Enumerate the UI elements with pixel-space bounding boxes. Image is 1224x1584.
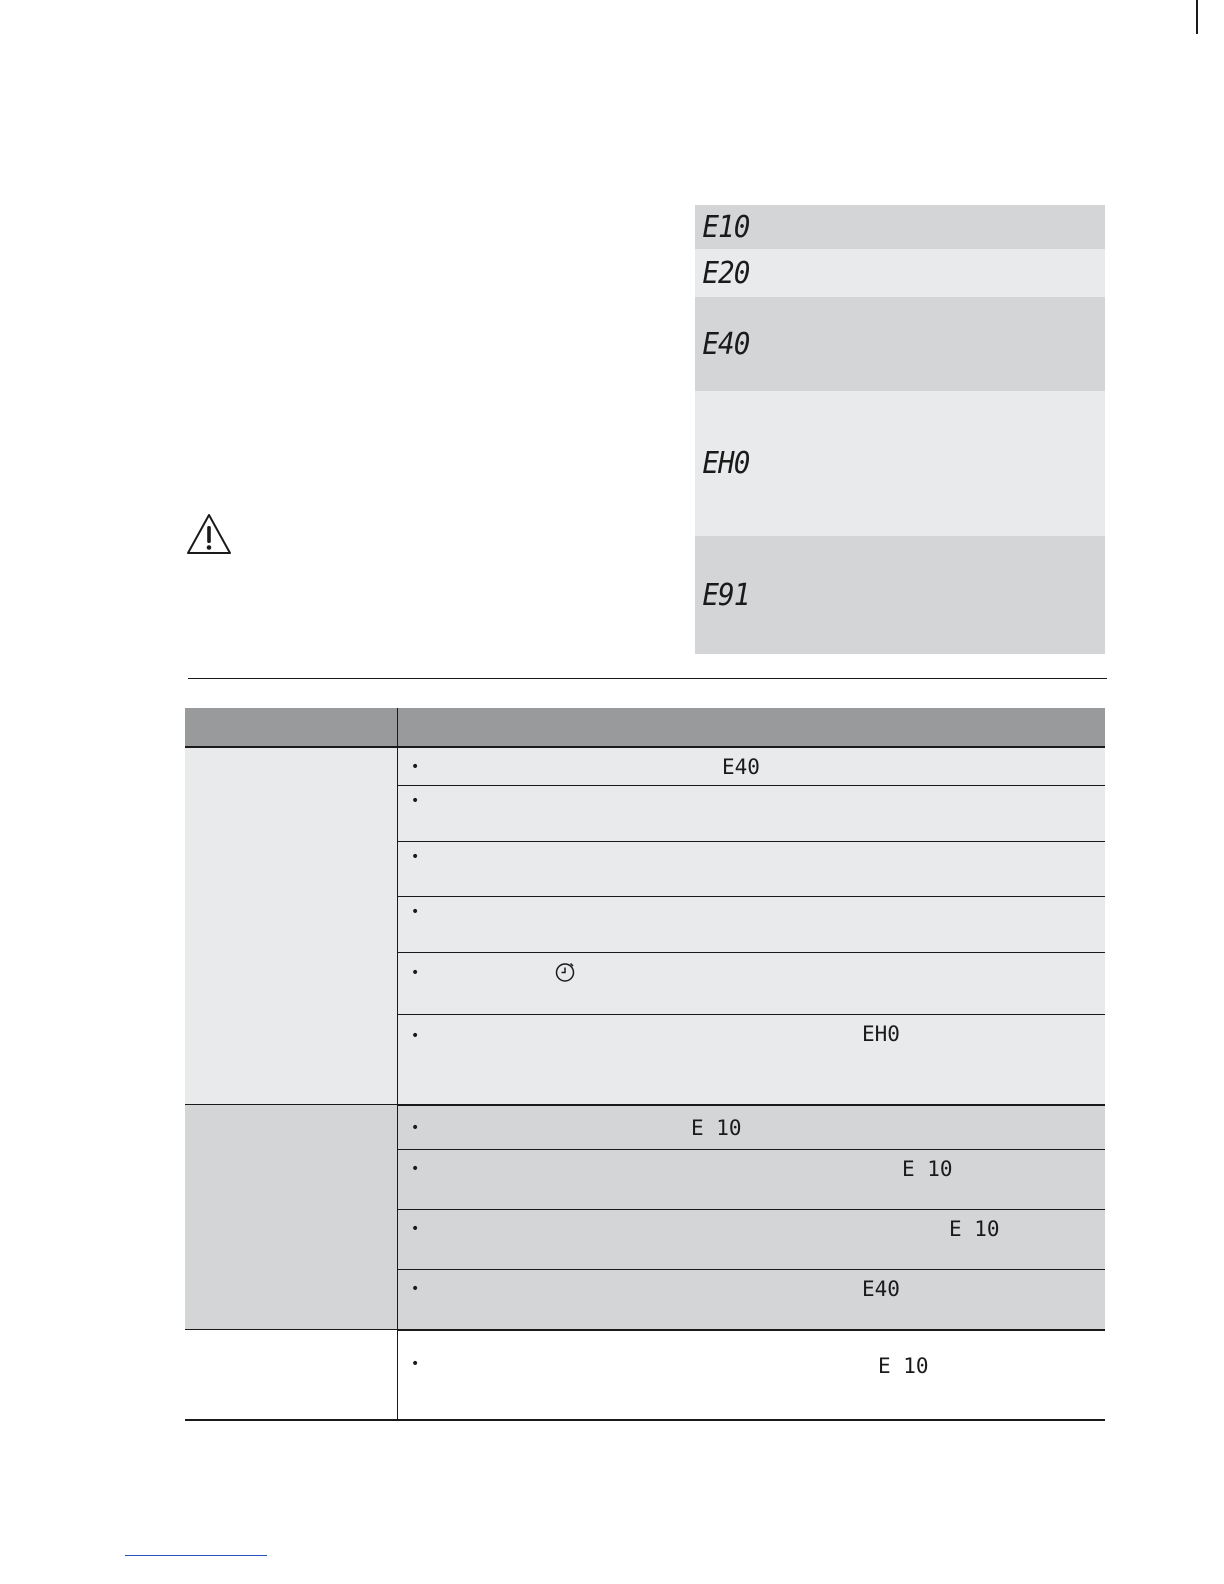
- bullet-point: •: [411, 1281, 420, 1297]
- bullet-point: •: [411, 904, 420, 920]
- error-code-row: [695, 297, 1105, 391]
- solution-row: [398, 1150, 1105, 1210]
- warning-triangle-icon: [185, 512, 233, 556]
- error-code: E10: [702, 209, 750, 245]
- error-code-row: [695, 249, 1105, 297]
- problem-cell: [185, 1105, 397, 1330]
- problem-cell: [185, 1330, 397, 1420]
- error-code-row: [695, 205, 1105, 249]
- problem-cell: [185, 748, 397, 1105]
- bullet-point: •: [411, 1221, 420, 1237]
- solution-row: [398, 842, 1105, 897]
- section-divider: [188, 678, 1107, 679]
- inline-error-code: E 10: [691, 1116, 742, 1140]
- solution-row: [398, 1015, 1105, 1105]
- bullet-point: •: [411, 759, 420, 775]
- solution-row: [398, 1270, 1105, 1330]
- bullet-point: •: [411, 1356, 420, 1372]
- table-header: [185, 708, 1105, 748]
- solution-row: [398, 1210, 1105, 1270]
- solution-row: [398, 786, 1105, 842]
- solution-row: [398, 748, 1105, 786]
- error-code-panel: [695, 205, 1105, 654]
- page-edge-mark: [1196, 0, 1198, 34]
- error-code-row: [695, 536, 1105, 654]
- solution-row: [398, 1106, 1105, 1150]
- error-code: EH0: [702, 446, 750, 481]
- table-row-group: [185, 748, 1105, 1105]
- footer-link-underline[interactable]: [125, 1555, 267, 1556]
- error-code-row: [695, 391, 1105, 536]
- delay-start-clock-icon: [554, 961, 576, 983]
- inline-error-code: E 10: [902, 1157, 953, 1181]
- bullet-point: •: [411, 965, 420, 981]
- error-code: E20: [702, 255, 750, 291]
- solution-row: [398, 1331, 1105, 1419]
- error-code: E91: [702, 577, 750, 613]
- inline-error-code: EH0: [862, 1022, 900, 1046]
- column-divider: [397, 708, 398, 748]
- table-row-group: [185, 1105, 1105, 1330]
- table-bottom-rule: [185, 1419, 1105, 1421]
- bullet-point: •: [411, 849, 420, 865]
- solution-row: [398, 953, 1105, 1015]
- inline-error-code: E 10: [878, 1354, 929, 1378]
- inline-error-code: E 10: [949, 1217, 1000, 1241]
- bullet-point: •: [411, 1161, 420, 1177]
- inline-error-code: E40: [722, 755, 760, 779]
- bullet-point: •: [411, 1120, 420, 1136]
- inline-error-code: E40: [862, 1277, 900, 1301]
- error-code: E40: [702, 326, 750, 362]
- bullet-point: •: [411, 1028, 420, 1044]
- bullet-point: •: [411, 793, 420, 809]
- solution-row: [398, 897, 1105, 953]
- table-row-group: [185, 1330, 1105, 1420]
